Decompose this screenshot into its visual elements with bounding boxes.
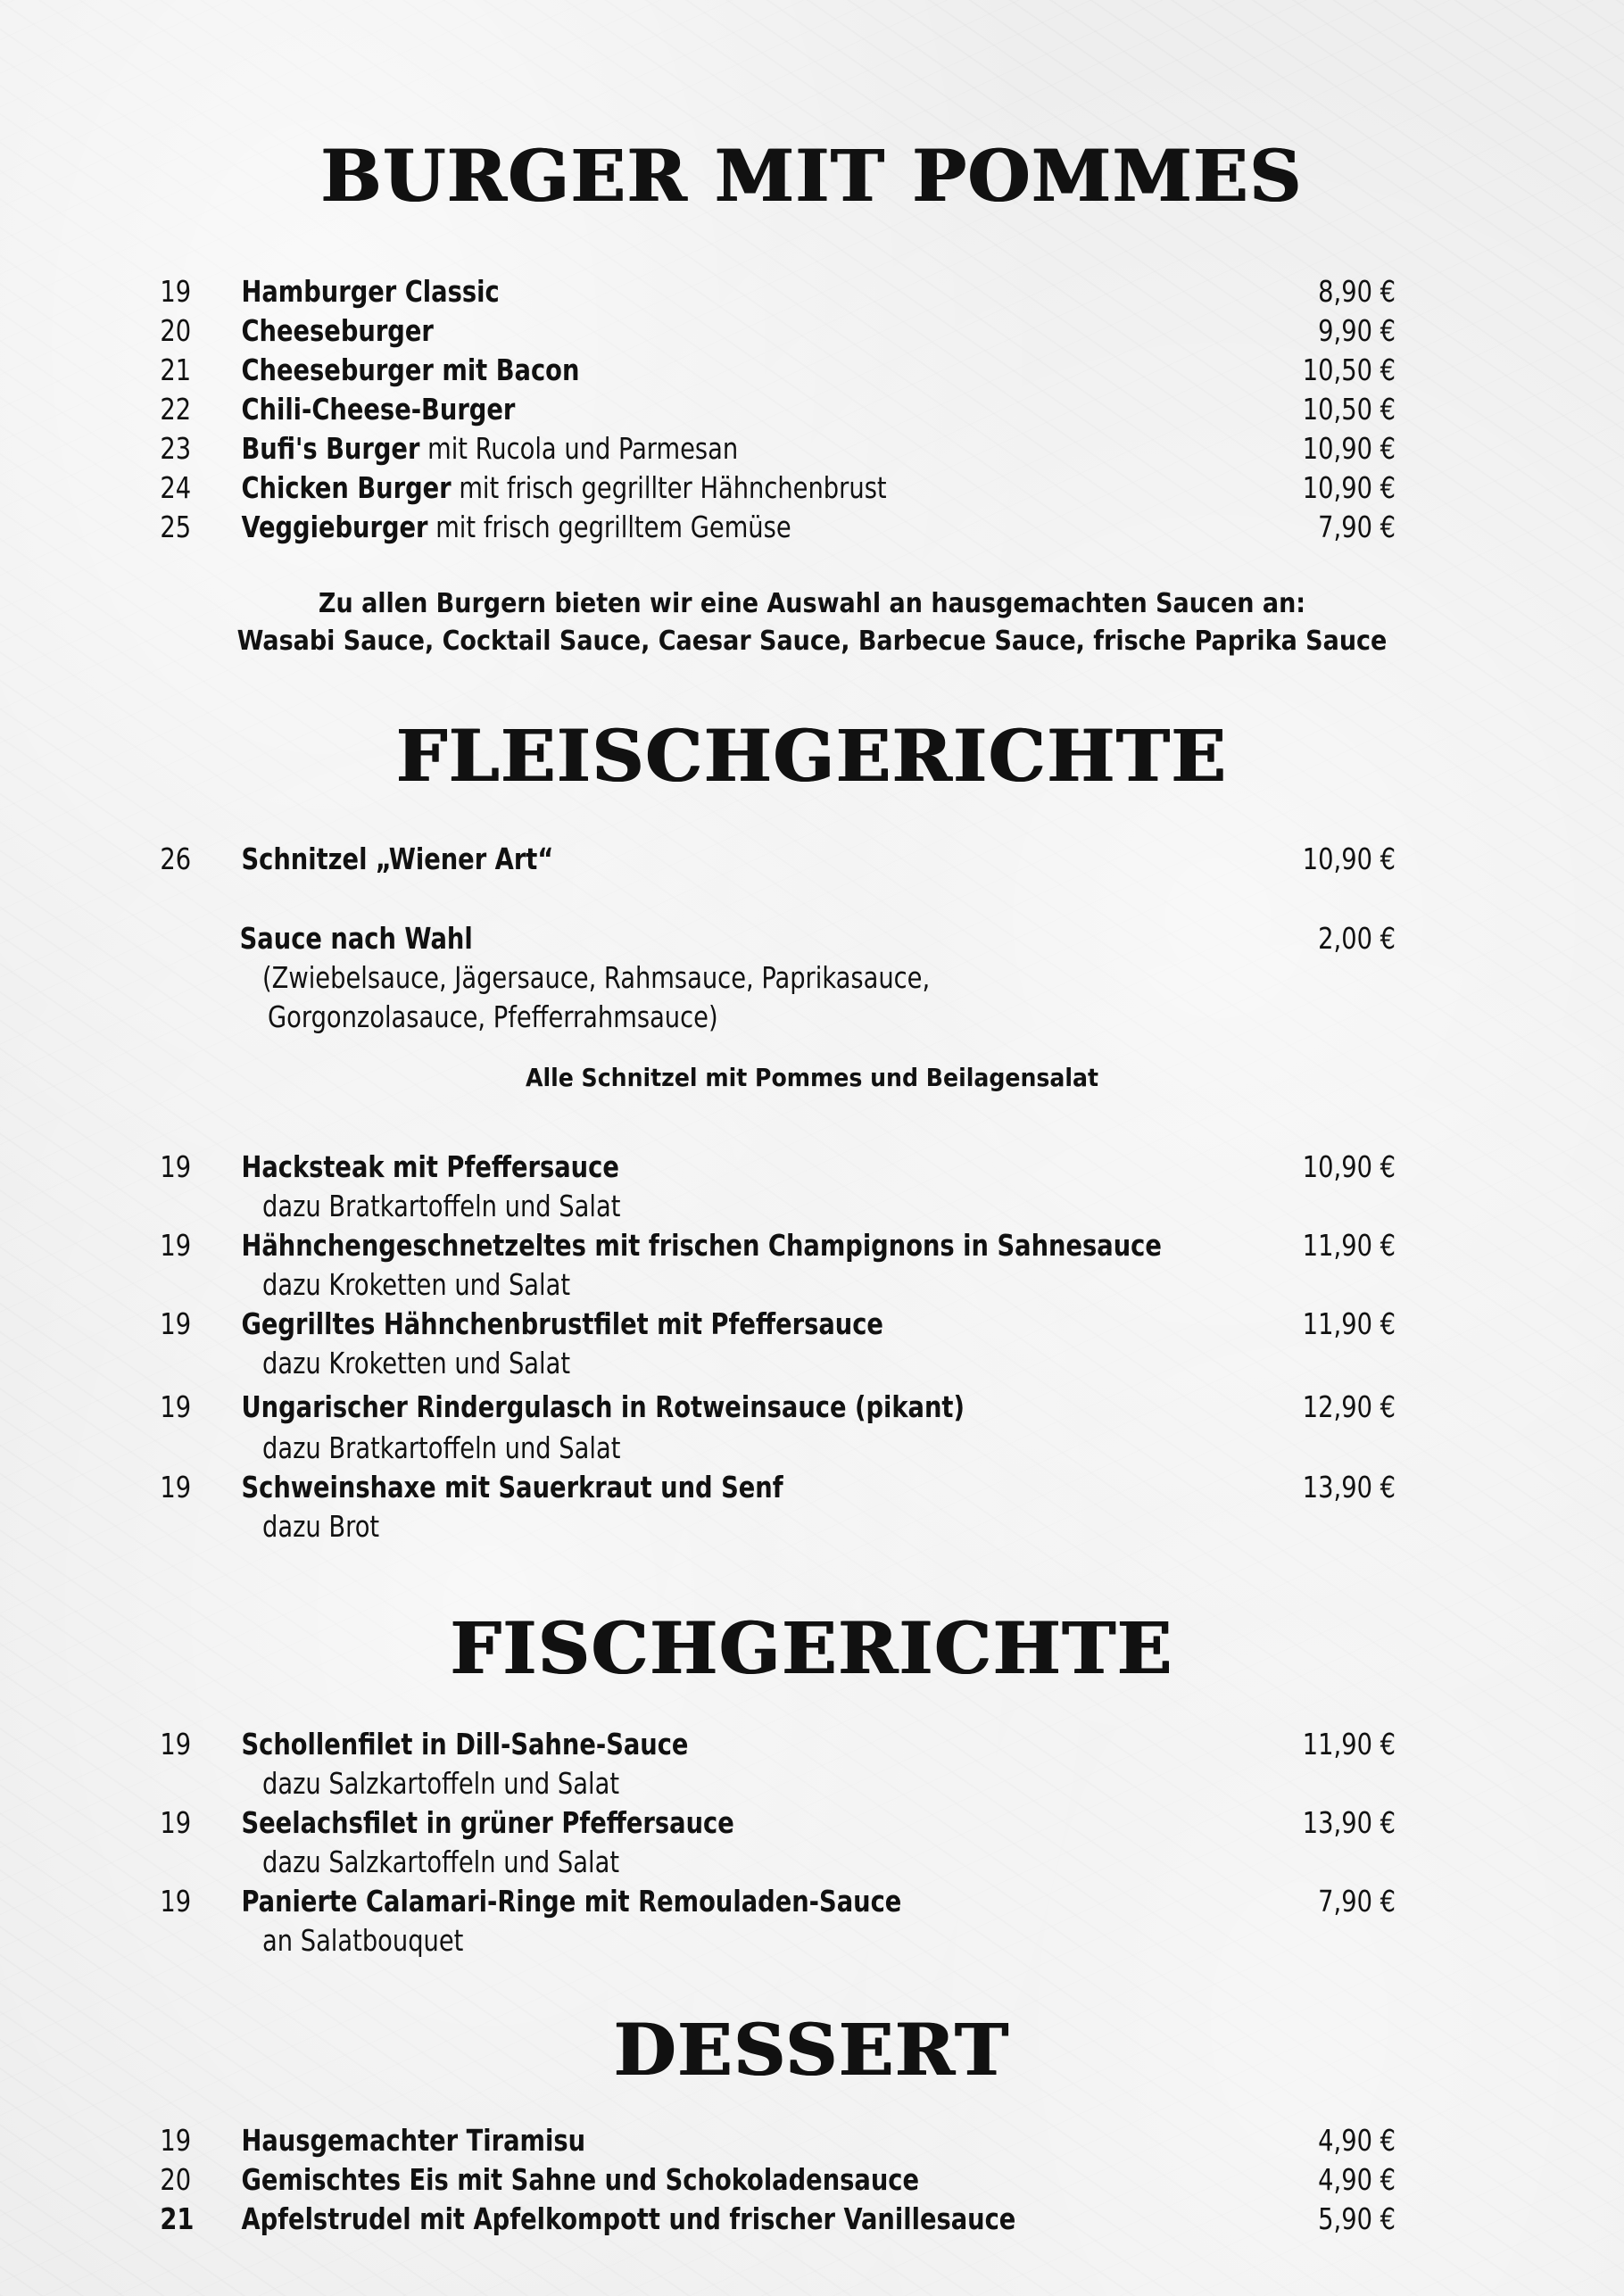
item-side: dazu Bratkartoffeln und Salat <box>262 1189 621 1223</box>
item-price: 10,90 € <box>1302 841 1396 876</box>
item-number: 23 <box>160 431 192 466</box>
item-number: 19 <box>160 1470 192 1504</box>
item-price: 8,90 € <box>1318 274 1396 309</box>
item-price: 10,50 € <box>1302 352 1396 387</box>
item-number: 19 <box>160 1228 192 1263</box>
menu-item <box>0 509 1494 546</box>
item-description: mit frisch gegrillter Hähnchenbrust <box>451 470 887 505</box>
item-number: 19 <box>160 1306 192 1341</box>
item-number: 25 <box>160 510 192 544</box>
menu-item <box>0 2201 1494 2238</box>
menu-item <box>0 1804 1494 1842</box>
item-name: Schollenfilet in Dill-Sahne-Sauce <box>241 1727 689 1761</box>
item-number: 20 <box>160 313 192 348</box>
menu-item <box>0 1469 1494 1506</box>
item-price: 10,50 € <box>1302 392 1396 427</box>
item-name: Hamburger Classic <box>241 274 500 309</box>
item-price: 12,90 € <box>1302 1389 1396 1424</box>
schnitzel-note: Alle Schnitzel mit Pommes und Beilagensalat <box>525 1063 1099 1092</box>
item-name: Veggieburger <box>241 510 428 544</box>
item-number: 19 <box>160 1389 192 1424</box>
menu-item <box>0 1148 1494 1186</box>
item-price: 4,90 € <box>1318 2123 1396 2158</box>
menu-item <box>0 352 1494 389</box>
item-name: Cheeseburger mit Bacon <box>241 352 580 387</box>
item-price: 5,90 € <box>1318 2201 1396 2236</box>
item-side: dazu Kroketten und Salat <box>262 1346 571 1380</box>
item-price: 13,90 € <box>1302 1805 1396 1840</box>
item-price: 11,90 € <box>1302 1727 1396 1761</box>
item-number: 19 <box>160 274 192 309</box>
item-name: Gemischtes Eis mit Sahne und Schokoladensauce <box>241 2162 920 2197</box>
item-name: Bufi's Burger <box>241 431 420 466</box>
sauce-note-line1: Zu allen Burgern bieten wir eine Auswahl an hausgemachten Saucen an: <box>318 588 1306 619</box>
menu-item <box>0 469 1494 507</box>
sauce-options-line2: Gorgonzolasauce, Pfefferrahmsauce) <box>268 999 718 1034</box>
item-name: Hähnchengeschnetzeltes mit frischen Champignons in Sahnesauce <box>241 1228 1162 1263</box>
menu-item-sauce <box>0 920 1494 957</box>
item-name: Gegrilltes Hähnchenbrustfilet mit Pfeffersauce <box>241 1306 883 1341</box>
item-number: 19 <box>160 1805 192 1840</box>
item-price: 10,90 € <box>1302 1149 1396 1184</box>
item-number: 20 <box>160 2162 192 2197</box>
menu-item <box>0 1726 1494 1763</box>
item-number: 19 <box>160 1884 192 1919</box>
item-name: Ungarischer Rindergulasch in Rotweinsauce (pikant) <box>241 1389 965 1424</box>
item-price: 9,90 € <box>1318 313 1396 348</box>
sauce-note-line2: Wasabi Sauce, Cocktail Sauce, Caesar Sauce, Barbecue Sauce, frische Paprika Sauce <box>236 626 1388 657</box>
item-side: dazu Brot <box>262 1509 380 1544</box>
menu-item <box>0 312 1494 350</box>
menu-item-schnitzel <box>0 841 1494 878</box>
menu-item <box>0 273 1494 311</box>
item-price: 10,90 € <box>1302 470 1396 505</box>
item-price: 11,90 € <box>1302 1306 1396 1341</box>
item-price: 13,90 € <box>1302 1470 1396 1504</box>
item-name: Panierte Calamari-Ringe mit Remouladen-Sauce <box>241 1884 902 1919</box>
section-heading-burger: BURGER MIT POMMES <box>320 134 1304 218</box>
section-heading-fleisch: FLEISCHGERICHTE <box>396 714 1228 798</box>
item-description: mit Rucola und Parmesan <box>419 431 739 466</box>
item-name: Chicken Burger <box>241 470 452 505</box>
item-side: dazu Salzkartoffeln und Salat <box>262 1844 620 1879</box>
item-number: 24 <box>160 470 192 505</box>
item-side: dazu Kroketten und Salat <box>262 1267 571 1302</box>
item-number: 19 <box>160 1727 192 1761</box>
item-price: 11,90 € <box>1302 1228 1396 1263</box>
menu-item <box>0 1305 1494 1343</box>
item-number: 19 <box>160 2123 192 2158</box>
item-price: 7,90 € <box>1318 510 1396 544</box>
item-name: Schnitzel „Wiener Art“ <box>241 841 554 876</box>
item-number: 26 <box>160 841 192 876</box>
menu-item <box>0 391 1494 428</box>
menu-item <box>0 430 1494 468</box>
menu-item <box>0 2161 1494 2199</box>
item-number: 19 <box>160 1149 192 1184</box>
item-name: Sauce nach Wahl <box>239 921 473 956</box>
section-heading-fisch: FISCHGERICHTE <box>450 1606 1174 1690</box>
item-price: 4,90 € <box>1318 2162 1396 2197</box>
menu-item <box>0 1388 1494 1426</box>
item-price: 2,00 € <box>1318 921 1396 956</box>
item-name: Hacksteak mit Pfeffersauce <box>241 1149 619 1184</box>
section-heading-dessert: DESSERT <box>614 2008 1010 2092</box>
sauce-options-line1: (Zwiebelsauce, Jägersauce, Rahmsauce, Paprikasauce, <box>262 960 931 995</box>
item-name: Seelachsfilet in grüner Pfeffersauce <box>241 1805 734 1840</box>
item-price: 7,90 € <box>1318 1884 1396 1919</box>
item-number: 21 <box>160 352 192 387</box>
item-name: Apfelstrudel mit Apfelkompott und frischer Vanillesauce <box>241 2201 1016 2236</box>
item-number: 22 <box>160 392 192 427</box>
item-name: Schweinshaxe mit Sauerkraut und Senf <box>241 1470 783 1504</box>
item-name: Chili-Cheese-Burger <box>241 392 516 427</box>
menu-item <box>0 2122 1494 2159</box>
menu-item <box>0 1227 1494 1264</box>
item-side: an Salatbouquet <box>262 1923 464 1958</box>
item-side: dazu Salzkartoffeln und Salat <box>262 1766 620 1801</box>
menu-item <box>0 1883 1494 1920</box>
item-number: 21 <box>160 2201 195 2236</box>
item-description: mit frisch gegrilltem Gemüse <box>427 510 791 544</box>
item-side: dazu Bratkartoffeln und Salat <box>262 1430 621 1465</box>
item-price: 10,90 € <box>1302 431 1396 466</box>
item-name: Hausgemachter Tiramisu <box>241 2123 586 2158</box>
item-name: Cheeseburger <box>241 313 434 348</box>
